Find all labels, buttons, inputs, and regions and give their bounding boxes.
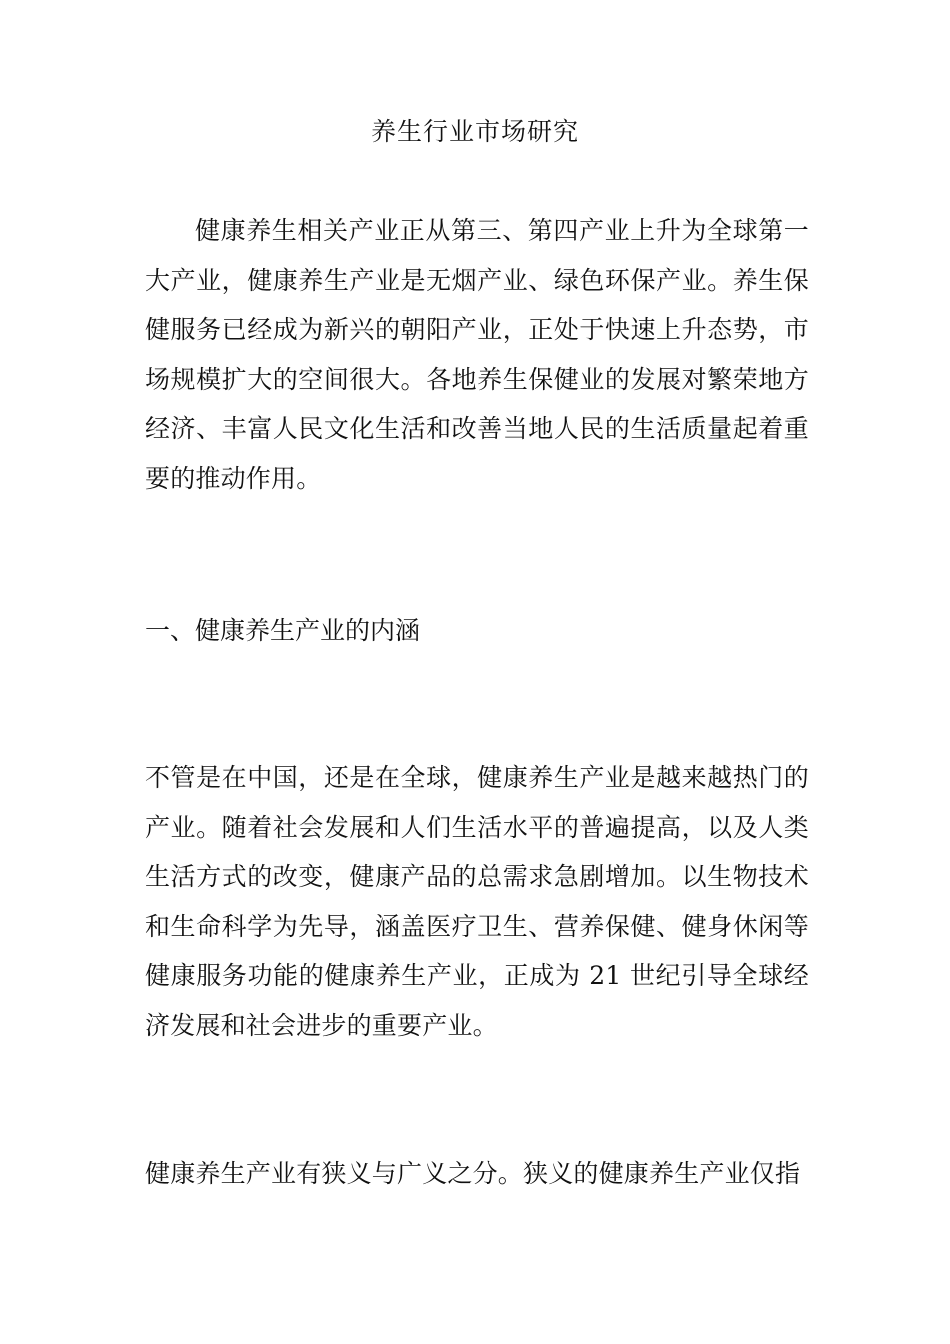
body-paragraph: 不管是在中国，还是在全球，健康养生产业是越来越热门的产业。随着社会发展和人们生活水平的普遍提高，以及人类生活方式的改变，健康产品的总需求急剧增加。以生物技术和生命科学为先导，涵盖医疗卫生、营养保健、健身休闲等健康服务功能的健康养生产业，正成为 21 世纪引导全球经济发展和社会进步的重要产业。	[145, 763, 809, 1040]
intro-paragraph: 健康养生相关产业正从第三、第四产业上升为全球第一大产业，健康养生产业是无烟产业、绿色环保产业。养生保健服务已经成为新兴的朝阳产业，正处于快速上升态势，市场规模扩大的空间很大。各地养生保健业的发展对繁荣地方经济、丰富人民文化生活和改善当地人民的生活质量起着重要的推动作用。	[145, 216, 809, 493]
document-title: 养生行业市场研究	[370, 117, 579, 146]
body-paragraph-truncated: 健康养生产业有狭义与广义之分。狭义的健康养生产业仅指	[145, 1159, 801, 1188]
section-heading: 一、健康养生产业的内涵	[145, 616, 421, 645]
